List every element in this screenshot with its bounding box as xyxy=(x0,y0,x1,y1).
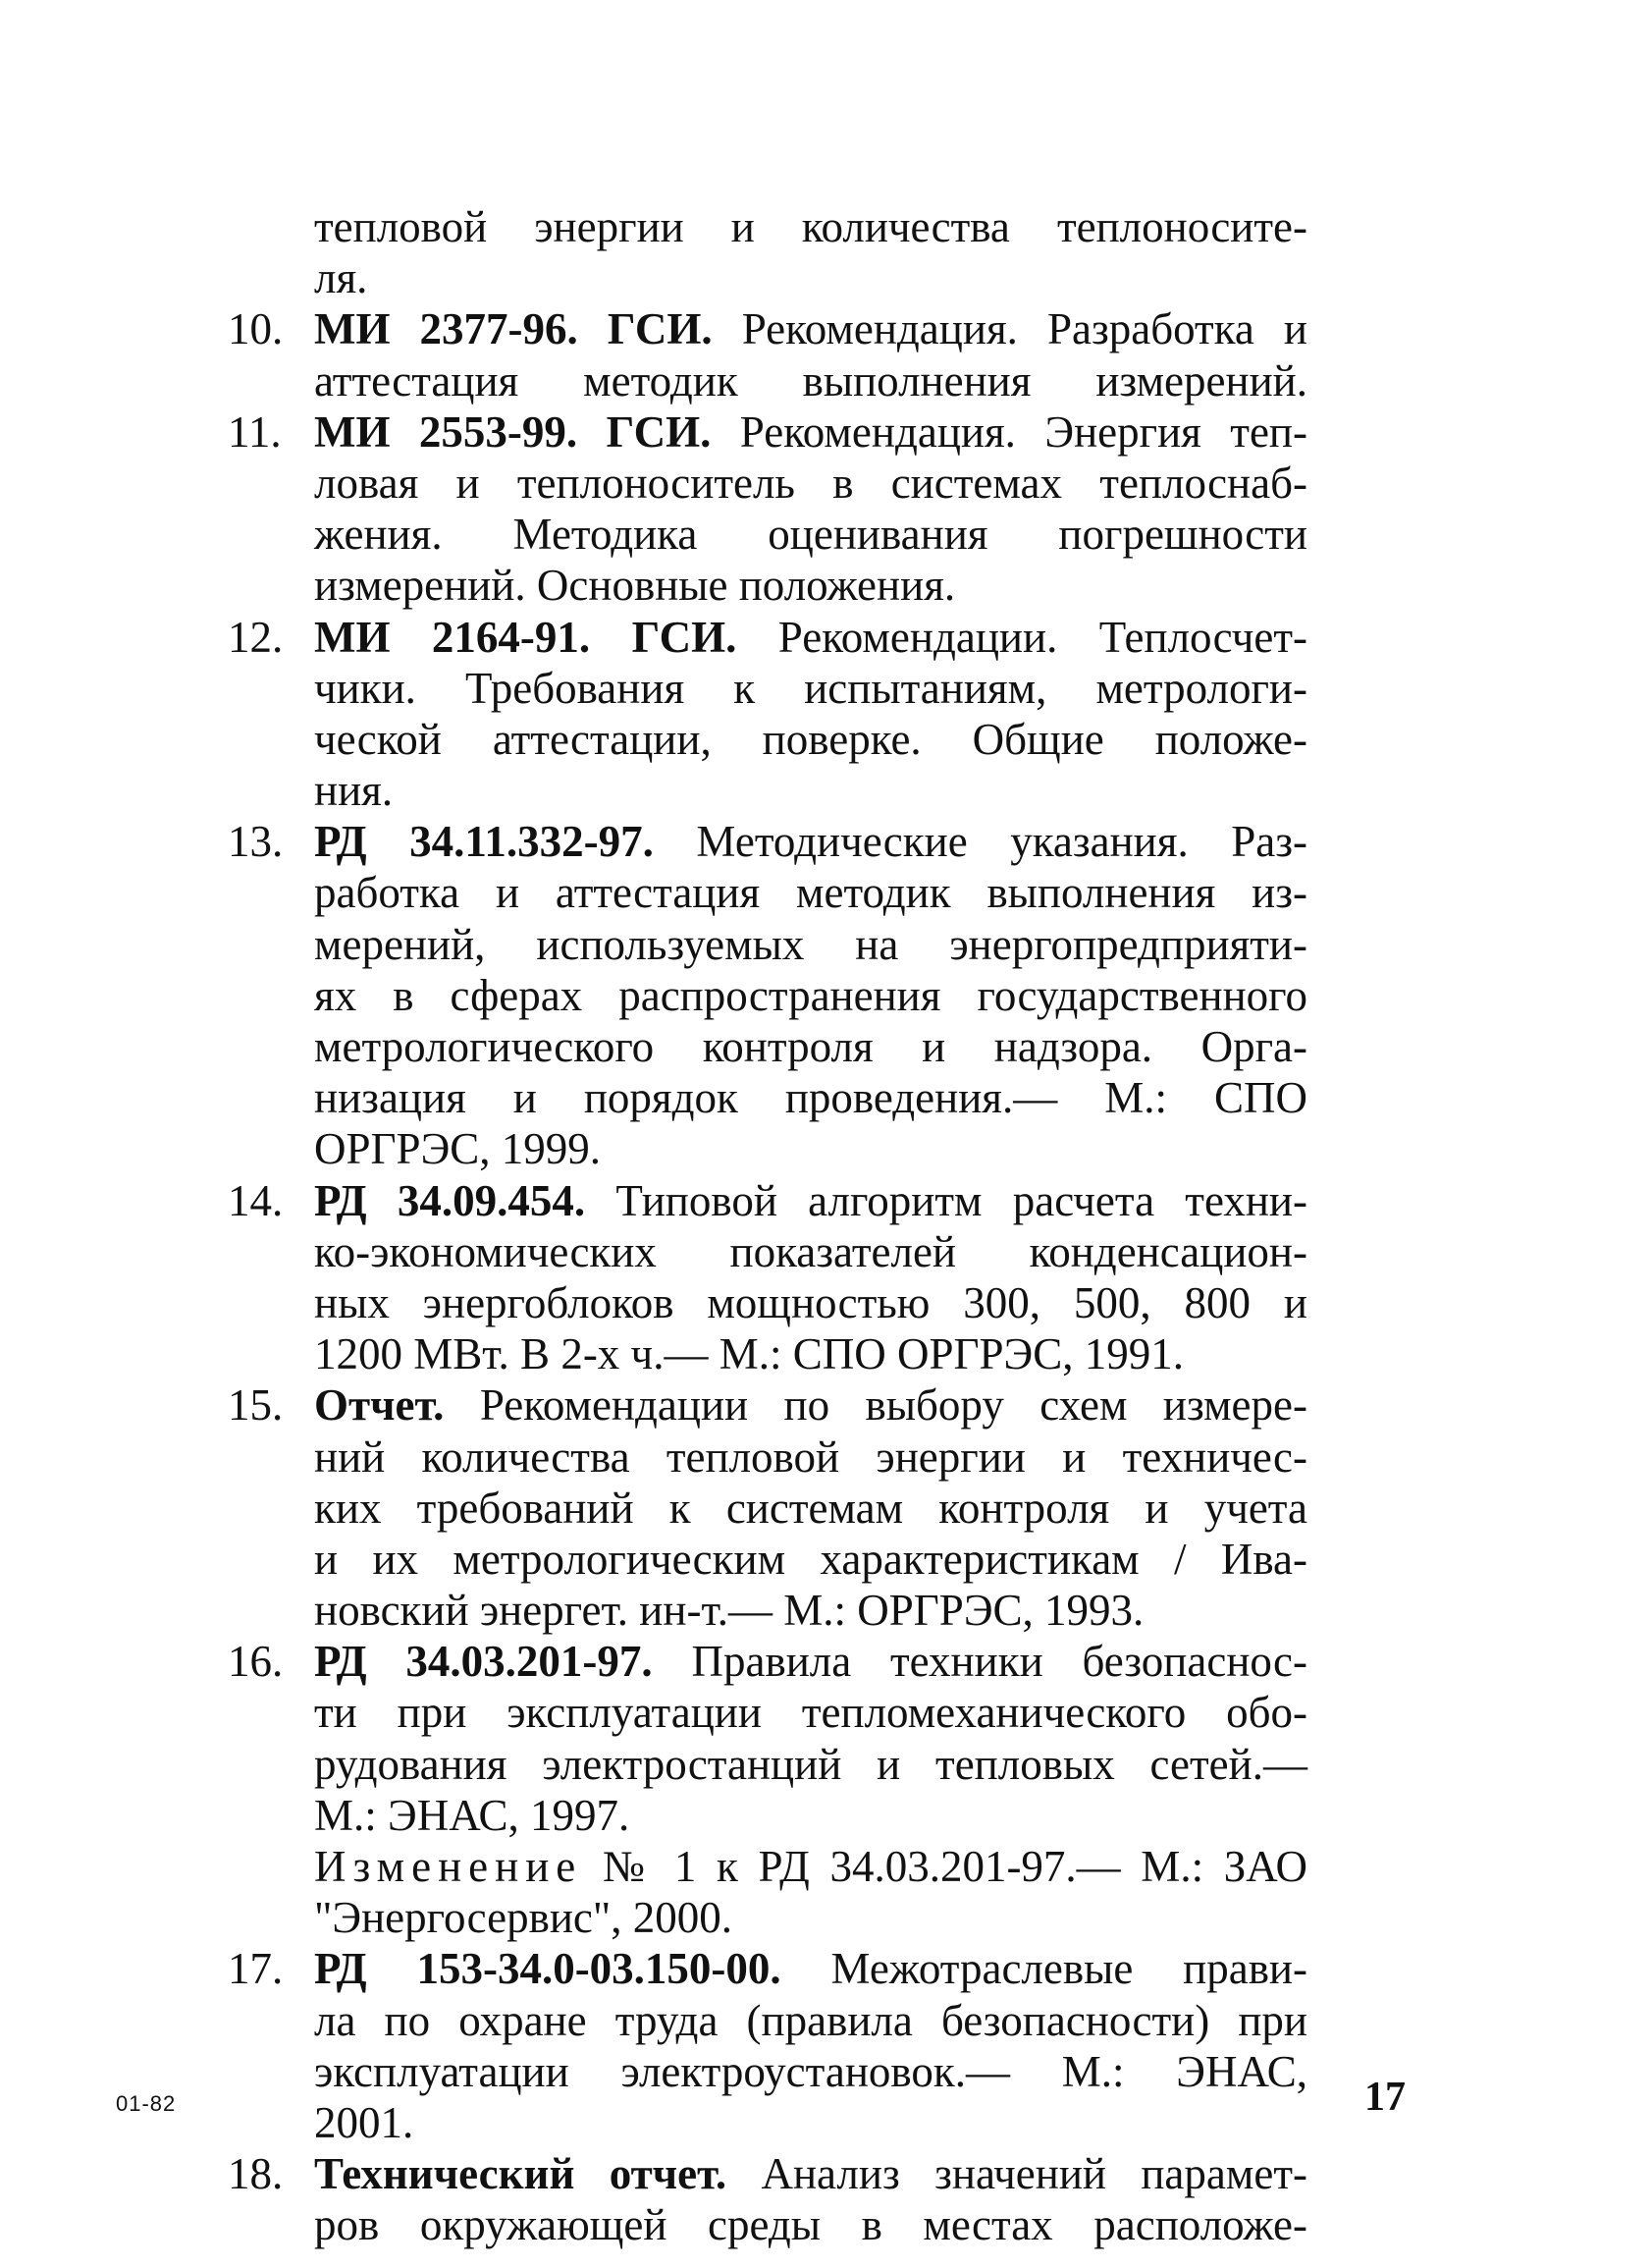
line-text: № 1 к РД 34.03.201-97.— М.: ЗАО xyxy=(582,1842,1307,1891)
line-text: Рекомендации по выбору схем измере- xyxy=(444,1380,1307,1431)
list-item-line xyxy=(228,355,1307,406)
line-text: Рекомендация. Энергия теп- xyxy=(711,406,1307,457)
line-text: Правила техники безопаснос- xyxy=(652,1637,1307,1687)
line-text: Рекомендации. Теплосчет- xyxy=(736,612,1307,662)
document-designation: РД 34.09.454. xyxy=(314,1175,586,1225)
list-item-line xyxy=(228,919,1307,970)
footer-code: 01-82 xyxy=(116,2091,177,2116)
list-item-first-line xyxy=(228,1175,1307,1226)
list-item-first-line xyxy=(228,406,1307,458)
list-item-line xyxy=(228,560,1307,611)
line-text: чики. Требования к испытаниям, метрологи- xyxy=(314,663,1307,713)
list-item-line xyxy=(228,1072,1307,1123)
list-item-number: 14. xyxy=(228,1175,284,1225)
list-item-line xyxy=(228,1021,1307,1072)
line-text: ния. xyxy=(314,766,394,816)
list-item-line xyxy=(228,714,1307,765)
document-designation: РД 34.03.201-97. xyxy=(314,1637,653,1687)
line-text: ОРГРЭС, 1999. xyxy=(314,1124,602,1174)
line-text: ких требований к системам контроля и учета xyxy=(314,1483,1307,1533)
list-item-line xyxy=(228,1841,1307,1892)
line-text: низация и порядок проведения.— М.: СПО xyxy=(314,1073,1307,1123)
list-item-line xyxy=(228,1585,1307,1636)
list-item-line xyxy=(228,1790,1307,1841)
list-item-line xyxy=(228,201,1307,252)
line-text: 1200 МВт. В 2-х ч.— М.: СПО ОРГРЭС, 1991. xyxy=(314,1329,1185,1379)
list-item-line xyxy=(228,509,1307,560)
list-item-number: 10. xyxy=(228,304,284,354)
list-item-line xyxy=(228,1739,1307,1790)
list-item-first-line xyxy=(228,1379,1307,1431)
line-text: работка и аттестация методик выполнения из- xyxy=(314,868,1307,918)
page-number: 17 xyxy=(1364,2075,1406,2120)
line-text: новский энергет. ин-т.— М.: ОРГРЭС, 1993. xyxy=(314,1586,1145,1636)
list-item-line xyxy=(228,1431,1307,1483)
line-text: жения. Методика оценивания погрешности xyxy=(314,510,1307,560)
list-item-line xyxy=(228,2046,1307,2097)
list-item-line xyxy=(228,1277,1307,1328)
line-text: ля. xyxy=(314,253,368,303)
line-text: "Энергосервис", 2000. xyxy=(314,1893,733,1943)
document-designation: МИ 2164-91. ГСИ. xyxy=(314,612,737,662)
list-item-number: 11. xyxy=(228,406,282,457)
line-text: Методические указания. Раз- xyxy=(653,817,1307,867)
line-text: Межотраслевые прави- xyxy=(780,1944,1308,1994)
line-text: эксплуатации электроустановок.— М.: ЭНАС, xyxy=(314,2046,1307,2096)
list-item-number: 12. xyxy=(228,612,284,662)
document-designation: Технический отчет. xyxy=(314,2149,727,2199)
line-text: Рекомендация. Разработка и xyxy=(712,304,1308,354)
list-item-line xyxy=(228,970,1307,1021)
line-text: ко-экономических показателей конденсацион- xyxy=(314,1226,1307,1276)
line-text: ловая и теплоноситель в системах теплоснаб- xyxy=(314,458,1307,508)
line-text: ях в сферах распространения государственного xyxy=(314,970,1307,1020)
line-text: мерений, используемых на энергопредприяти- xyxy=(314,919,1307,969)
list-item-line xyxy=(228,1892,1307,1943)
list-item-first-line xyxy=(228,2148,1307,2199)
line-text: ла по охране труда (правила безопасности) при xyxy=(314,1995,1307,2045)
list-item-first-line xyxy=(228,1943,1307,1994)
line-text: метрологического контроля и надзора. Орга- xyxy=(314,1022,1307,1071)
list-item-line xyxy=(228,1534,1307,1585)
line-text: Анализ значений парамет- xyxy=(726,2149,1307,2199)
line-text: ний количества тепловой энергии и техничес- xyxy=(314,1431,1307,1482)
spaced-word: Изменение xyxy=(314,1842,583,1891)
line-text: ных энергоблоков мощностью 300, 500, 800 и xyxy=(314,1277,1307,1327)
list-item-line xyxy=(228,1687,1307,1738)
list-item-line xyxy=(228,867,1307,918)
document-designation: МИ 2377-96. ГСИ. xyxy=(314,304,713,354)
list-item-line xyxy=(228,1483,1307,1534)
list-item-first-line xyxy=(228,1636,1307,1687)
line-text: тепловой энергии и количества теплоносите- xyxy=(314,202,1307,251)
line-text: 2001. xyxy=(314,2097,414,2147)
list-item-line xyxy=(228,2199,1307,2250)
list-item-line xyxy=(228,2097,1307,2148)
list-item-first-line xyxy=(228,816,1307,867)
list-item-line xyxy=(228,1226,1307,1277)
list-item-line xyxy=(228,458,1307,509)
list-item-line xyxy=(228,1328,1307,1379)
list-item-number: 18. xyxy=(228,2149,284,2199)
list-item-first-line xyxy=(228,303,1307,354)
bibliography-list xyxy=(228,201,1307,2251)
line-text: ров окружающей среды в местах расположе- xyxy=(314,2200,1307,2250)
line-text: ческой аттестации, поверке. Общие положе- xyxy=(314,714,1307,764)
list-item-number: 17. xyxy=(228,1944,284,1994)
list-item-line xyxy=(228,252,1307,303)
list-item-line xyxy=(228,1123,1307,1174)
line-text: и их метрологическим характеристикам / Ива- xyxy=(314,1534,1307,1584)
document-designation: МИ 2553-99. ГСИ. xyxy=(314,406,712,457)
list-item-first-line xyxy=(228,612,1307,663)
document-designation: Отчет. xyxy=(314,1380,445,1431)
line-text: измерений. Основные положения. xyxy=(314,561,956,611)
list-item-line xyxy=(228,663,1307,714)
list-item-number: 15. xyxy=(228,1380,284,1431)
line-text: аттестация методик выполнения измерений. xyxy=(314,355,1307,405)
line-text: Типовой алгоритм расчета техни- xyxy=(585,1175,1307,1225)
list-item-line xyxy=(228,765,1307,816)
list-item-number: 16. xyxy=(228,1637,284,1687)
list-item-number: 13. xyxy=(228,817,284,867)
line-text: рудования электростанций и тепловых сетей.— xyxy=(314,1739,1307,1789)
line-text: ти при эксплуатации тепломеханического обо- xyxy=(314,1688,1307,1738)
document-designation: РД 153-34.0-03.150-00. xyxy=(314,1944,781,1994)
line-text: М.: ЭНАС, 1997. xyxy=(314,1790,630,1840)
list-item-line xyxy=(228,1995,1307,2046)
document-designation: РД 34.11.332-97. xyxy=(314,817,654,867)
